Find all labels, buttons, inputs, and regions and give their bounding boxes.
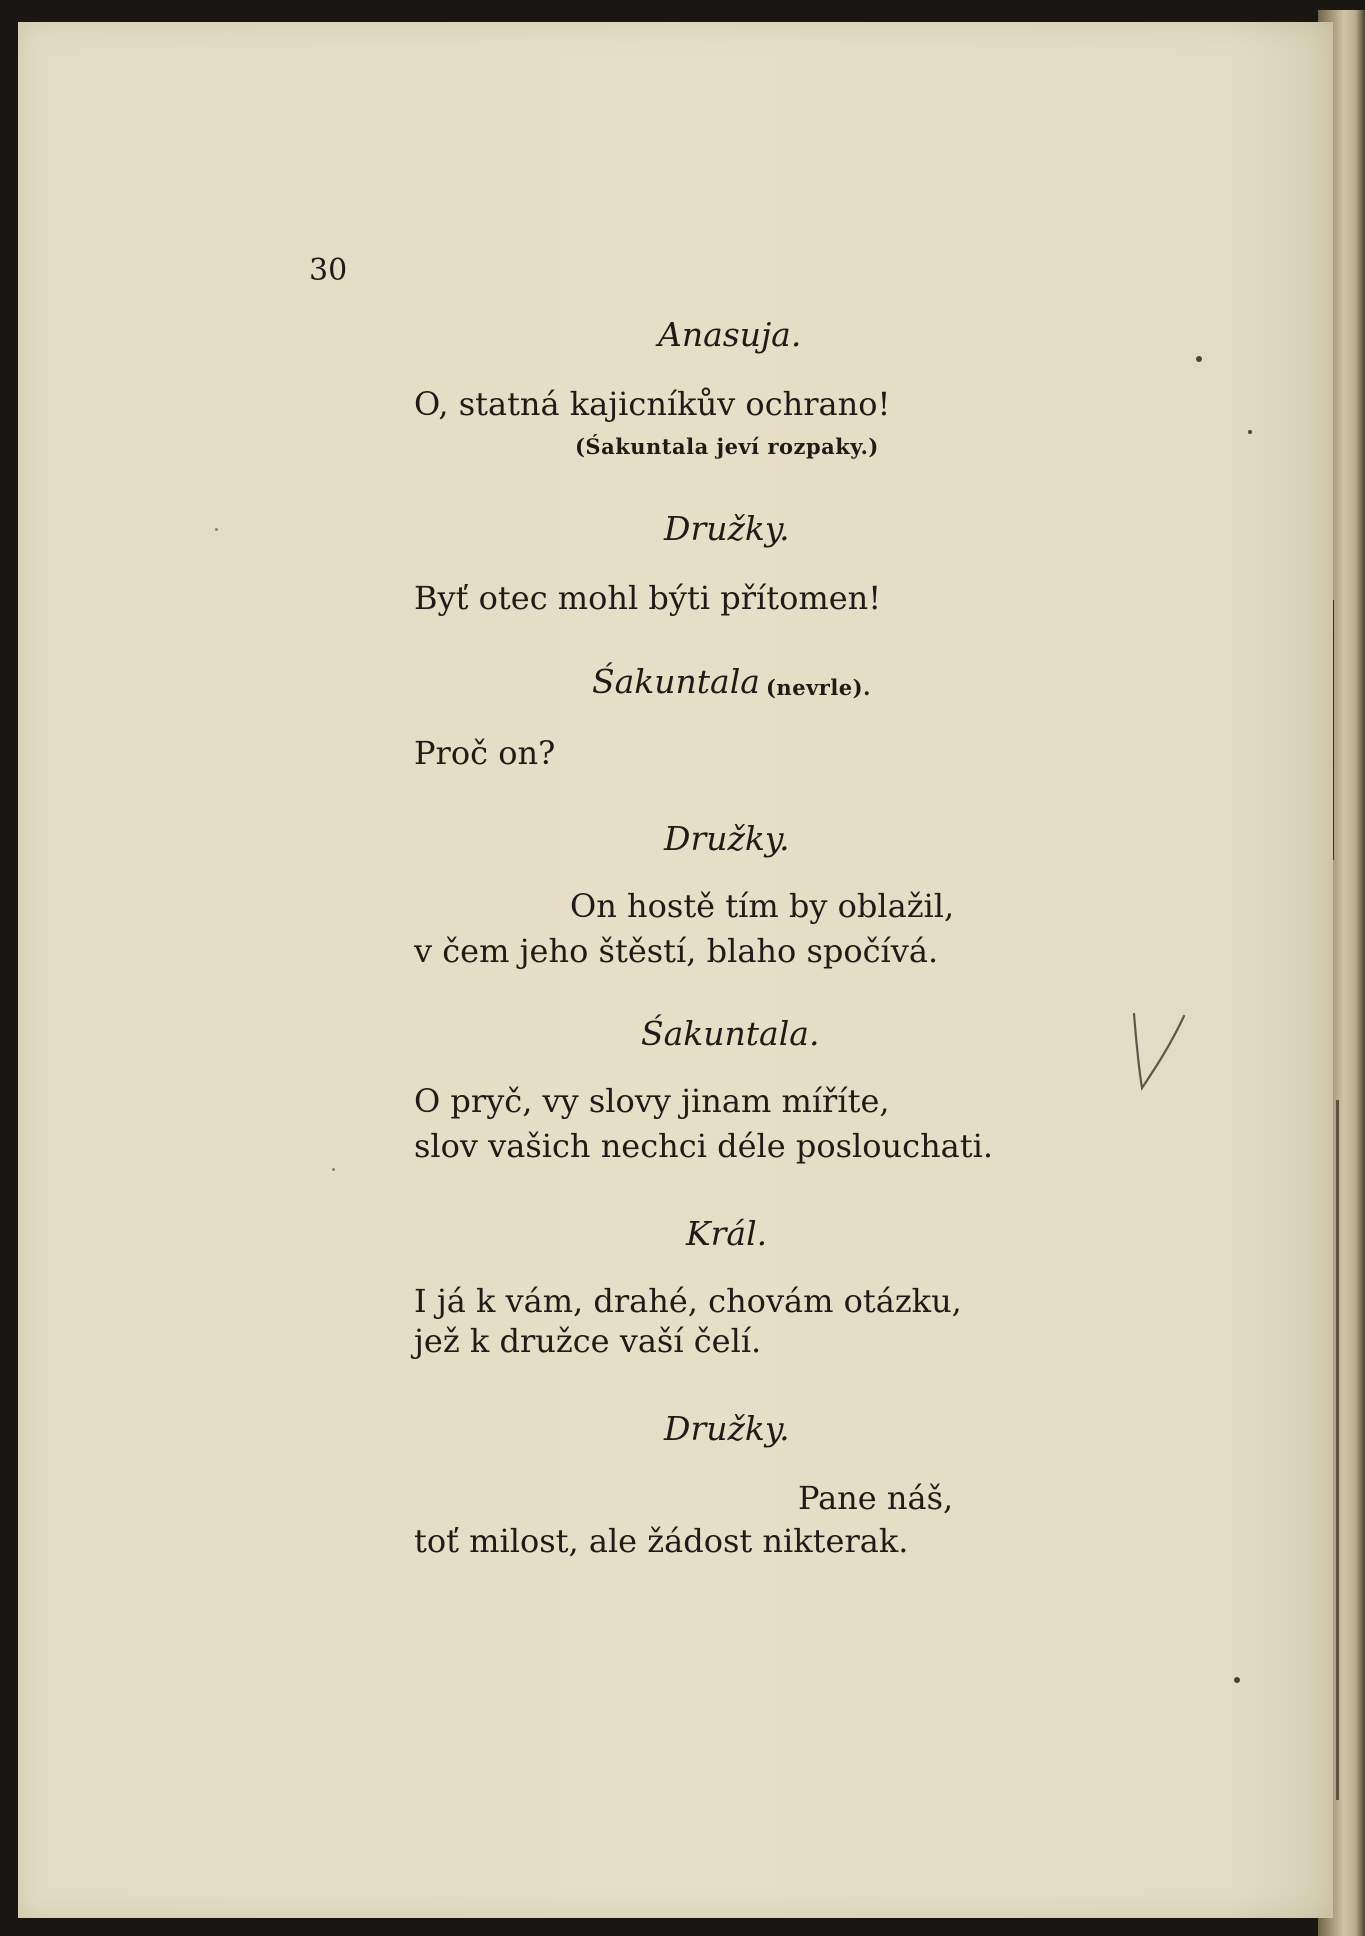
stage-direction: (Śakuntala jeví rozpaky.) xyxy=(575,434,879,459)
book-page xyxy=(18,22,1333,1918)
spine-shadow-lower xyxy=(1336,1100,1339,1800)
verse-line: toť milost, ale žádost nikterak. xyxy=(414,1522,909,1560)
speaker-druzky: Družky. xyxy=(664,819,790,858)
verse-line: On hostě tím by oblažil, xyxy=(570,887,955,925)
pencil-checkmark xyxy=(1128,1008,1188,1093)
verse-line: jež k družce vaší čelí. xyxy=(414,1322,762,1360)
speaker-anasuja: Anasuja. xyxy=(658,315,802,354)
verse-line: Byť otec mohl býti přítomen! xyxy=(414,579,882,617)
speaker-sakuntala: Śakuntala. xyxy=(641,1014,820,1053)
speaker-druzky: Družky. xyxy=(664,1409,790,1448)
verse-line: slov vašich nechci déle poslouchati. xyxy=(414,1127,994,1165)
paper-speck xyxy=(332,1168,335,1171)
speaker-kral: Král. xyxy=(686,1214,768,1253)
paper-speck xyxy=(1248,430,1252,434)
paper-speck xyxy=(1196,356,1202,362)
verse-line: Pane náš, xyxy=(798,1479,954,1517)
verse-line: O pryč, vy slovy jinam míříte, xyxy=(414,1082,890,1120)
paper-speck xyxy=(1234,1677,1240,1683)
verse-line: I já k vám, drahé, chovám otázku, xyxy=(414,1282,962,1320)
speaker-druzky: Družky. xyxy=(664,509,790,548)
paper-speck xyxy=(215,528,218,531)
verse-line: Proč on? xyxy=(414,734,556,772)
verse-line: v čem jeho štěstí, blaho spočívá. xyxy=(414,932,939,970)
verse-line: O, statná kajicníkův ochrano! xyxy=(414,385,891,423)
page-number: 30 xyxy=(309,253,348,288)
stage-direction: (nevrle). xyxy=(766,675,871,700)
speaker-sakuntala: Śakuntala xyxy=(592,662,760,701)
